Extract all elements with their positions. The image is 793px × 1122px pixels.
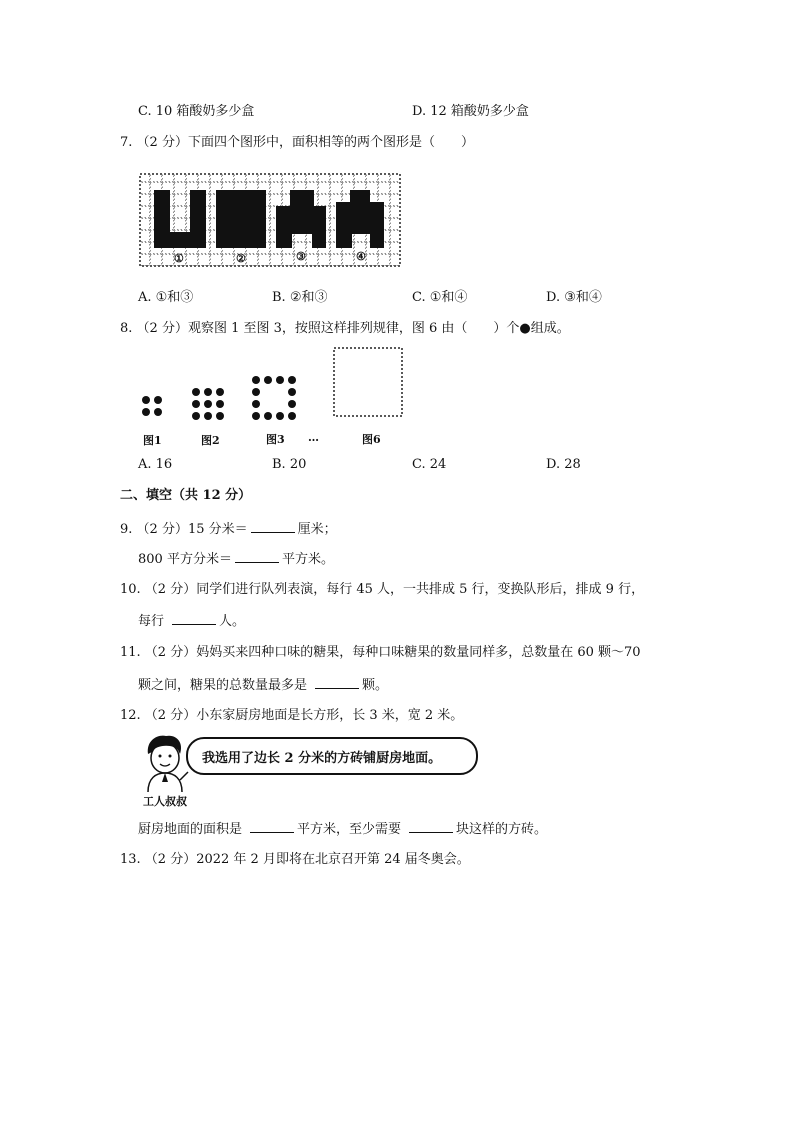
q8-figure-label-6: 图6 (362, 433, 381, 446)
q8-option-c: C. 24 (412, 457, 447, 472)
q8-option-d: D. 28 (546, 457, 581, 472)
q7-option-a: A. ①和③ (138, 290, 194, 305)
q10-line-1: 10. （2 分）同学们进行队列表演，每行 45 人，一共排成 5 行，变换队形后，排成 9 行， (120, 582, 645, 597)
q7-option-c: C. ①和④ (412, 290, 468, 305)
q8-option-b: B. 20 (272, 457, 307, 472)
q11-blank[interactable] (315, 676, 359, 689)
q9-blank-1[interactable] (251, 520, 295, 533)
worker-label: 工人叔叔 (143, 795, 187, 808)
q6-option-d: D. 12 箱酸奶多少盒 (412, 104, 529, 119)
q9-line-1 (120, 520, 337, 539)
q8-dots-figure (138, 344, 408, 430)
q9-line-2-post: 平方米。 (281, 552, 334, 567)
q7-shape-label-2: ② (236, 252, 246, 265)
q8-stem: 8. （2 分）观察图 1 至图 3，按照这样排列规律，图 6 由（ ）个●组成。 (120, 321, 570, 336)
q11-line-2-pre: 颗之间，糖果的总数量最多是 (138, 678, 308, 693)
q11-line-2 (138, 676, 388, 695)
speech-text: 我选用了边长 2 分米的方砖铺厨房地面。 (202, 751, 442, 766)
q12-answer-line (138, 820, 547, 839)
figure-3-dots (252, 376, 296, 420)
q8-figure-label-3: 图3 (266, 433, 285, 446)
q12-stem: 12. （2 分）小东家厨房地面是长方形，长 3 米，宽 2 米。 (120, 708, 464, 723)
q7-shape-label-1: ① (174, 252, 184, 265)
q10-blank[interactable] (172, 612, 216, 625)
q7-option-d: D. ③和④ (546, 290, 602, 305)
section-2-title: 二、填空（共 12 分） (120, 488, 252, 503)
q11-line-2-post: 颗。 (362, 678, 389, 693)
q11-line-1: 11. （2 分）妈妈买来四种口味的糖果，每种口味糖果的数量同样多，总数量在 60 颗～70 (120, 645, 641, 660)
shape-2 (216, 190, 266, 248)
figure-1-dots (142, 396, 162, 416)
q7-option-b: B. ②和③ (272, 290, 328, 305)
q9-line-2-pre: 800 平方分米＝ (138, 552, 232, 567)
q10-line-2-post: 人。 (219, 614, 246, 629)
q13-stem: 13. （2 分）2022 年 2 月即将在北京召开第 24 届冬奥会。 (120, 852, 470, 867)
q8-figure-label-2: 图2 (201, 434, 220, 447)
figure-6-box (334, 348, 402, 416)
q7-stem: 7. （2 分）下面四个图形中，面积相等的两个图形是（ ） (120, 135, 474, 150)
q7-shape-label-3: ③ (296, 250, 306, 263)
q8-ellipsis: … (308, 431, 319, 444)
q10-line-2 (138, 612, 245, 631)
q12-answer-mid: 平方米，至少需要 (297, 822, 402, 837)
q9-line-1-post: 厘米； (297, 522, 337, 537)
q8-figure-label-1: 图1 (143, 434, 162, 447)
q12-answer-post: 块这样的方砖。 (456, 822, 548, 837)
q12-blank-1[interactable] (250, 820, 294, 833)
q9-line-2 (138, 550, 334, 569)
figure-2-dots (192, 388, 224, 420)
speech-bubble (186, 737, 478, 775)
q9-blank-2[interactable] (235, 550, 279, 563)
q7-shape-label-4: ④ (356, 250, 366, 263)
q6-option-c: C. 10 箱酸奶多少盒 (138, 104, 255, 119)
q12-answer-pre: 厨房地面的面积是 (138, 822, 243, 837)
q8-option-a: A. 16 (138, 457, 173, 472)
q12-blank-2[interactable] (409, 820, 453, 833)
q10-line-2-pre: 每行 (138, 614, 165, 629)
worker-illustration (140, 732, 190, 794)
q9-line-1-pre: 9. （2 分）15 分米＝ (120, 522, 248, 537)
